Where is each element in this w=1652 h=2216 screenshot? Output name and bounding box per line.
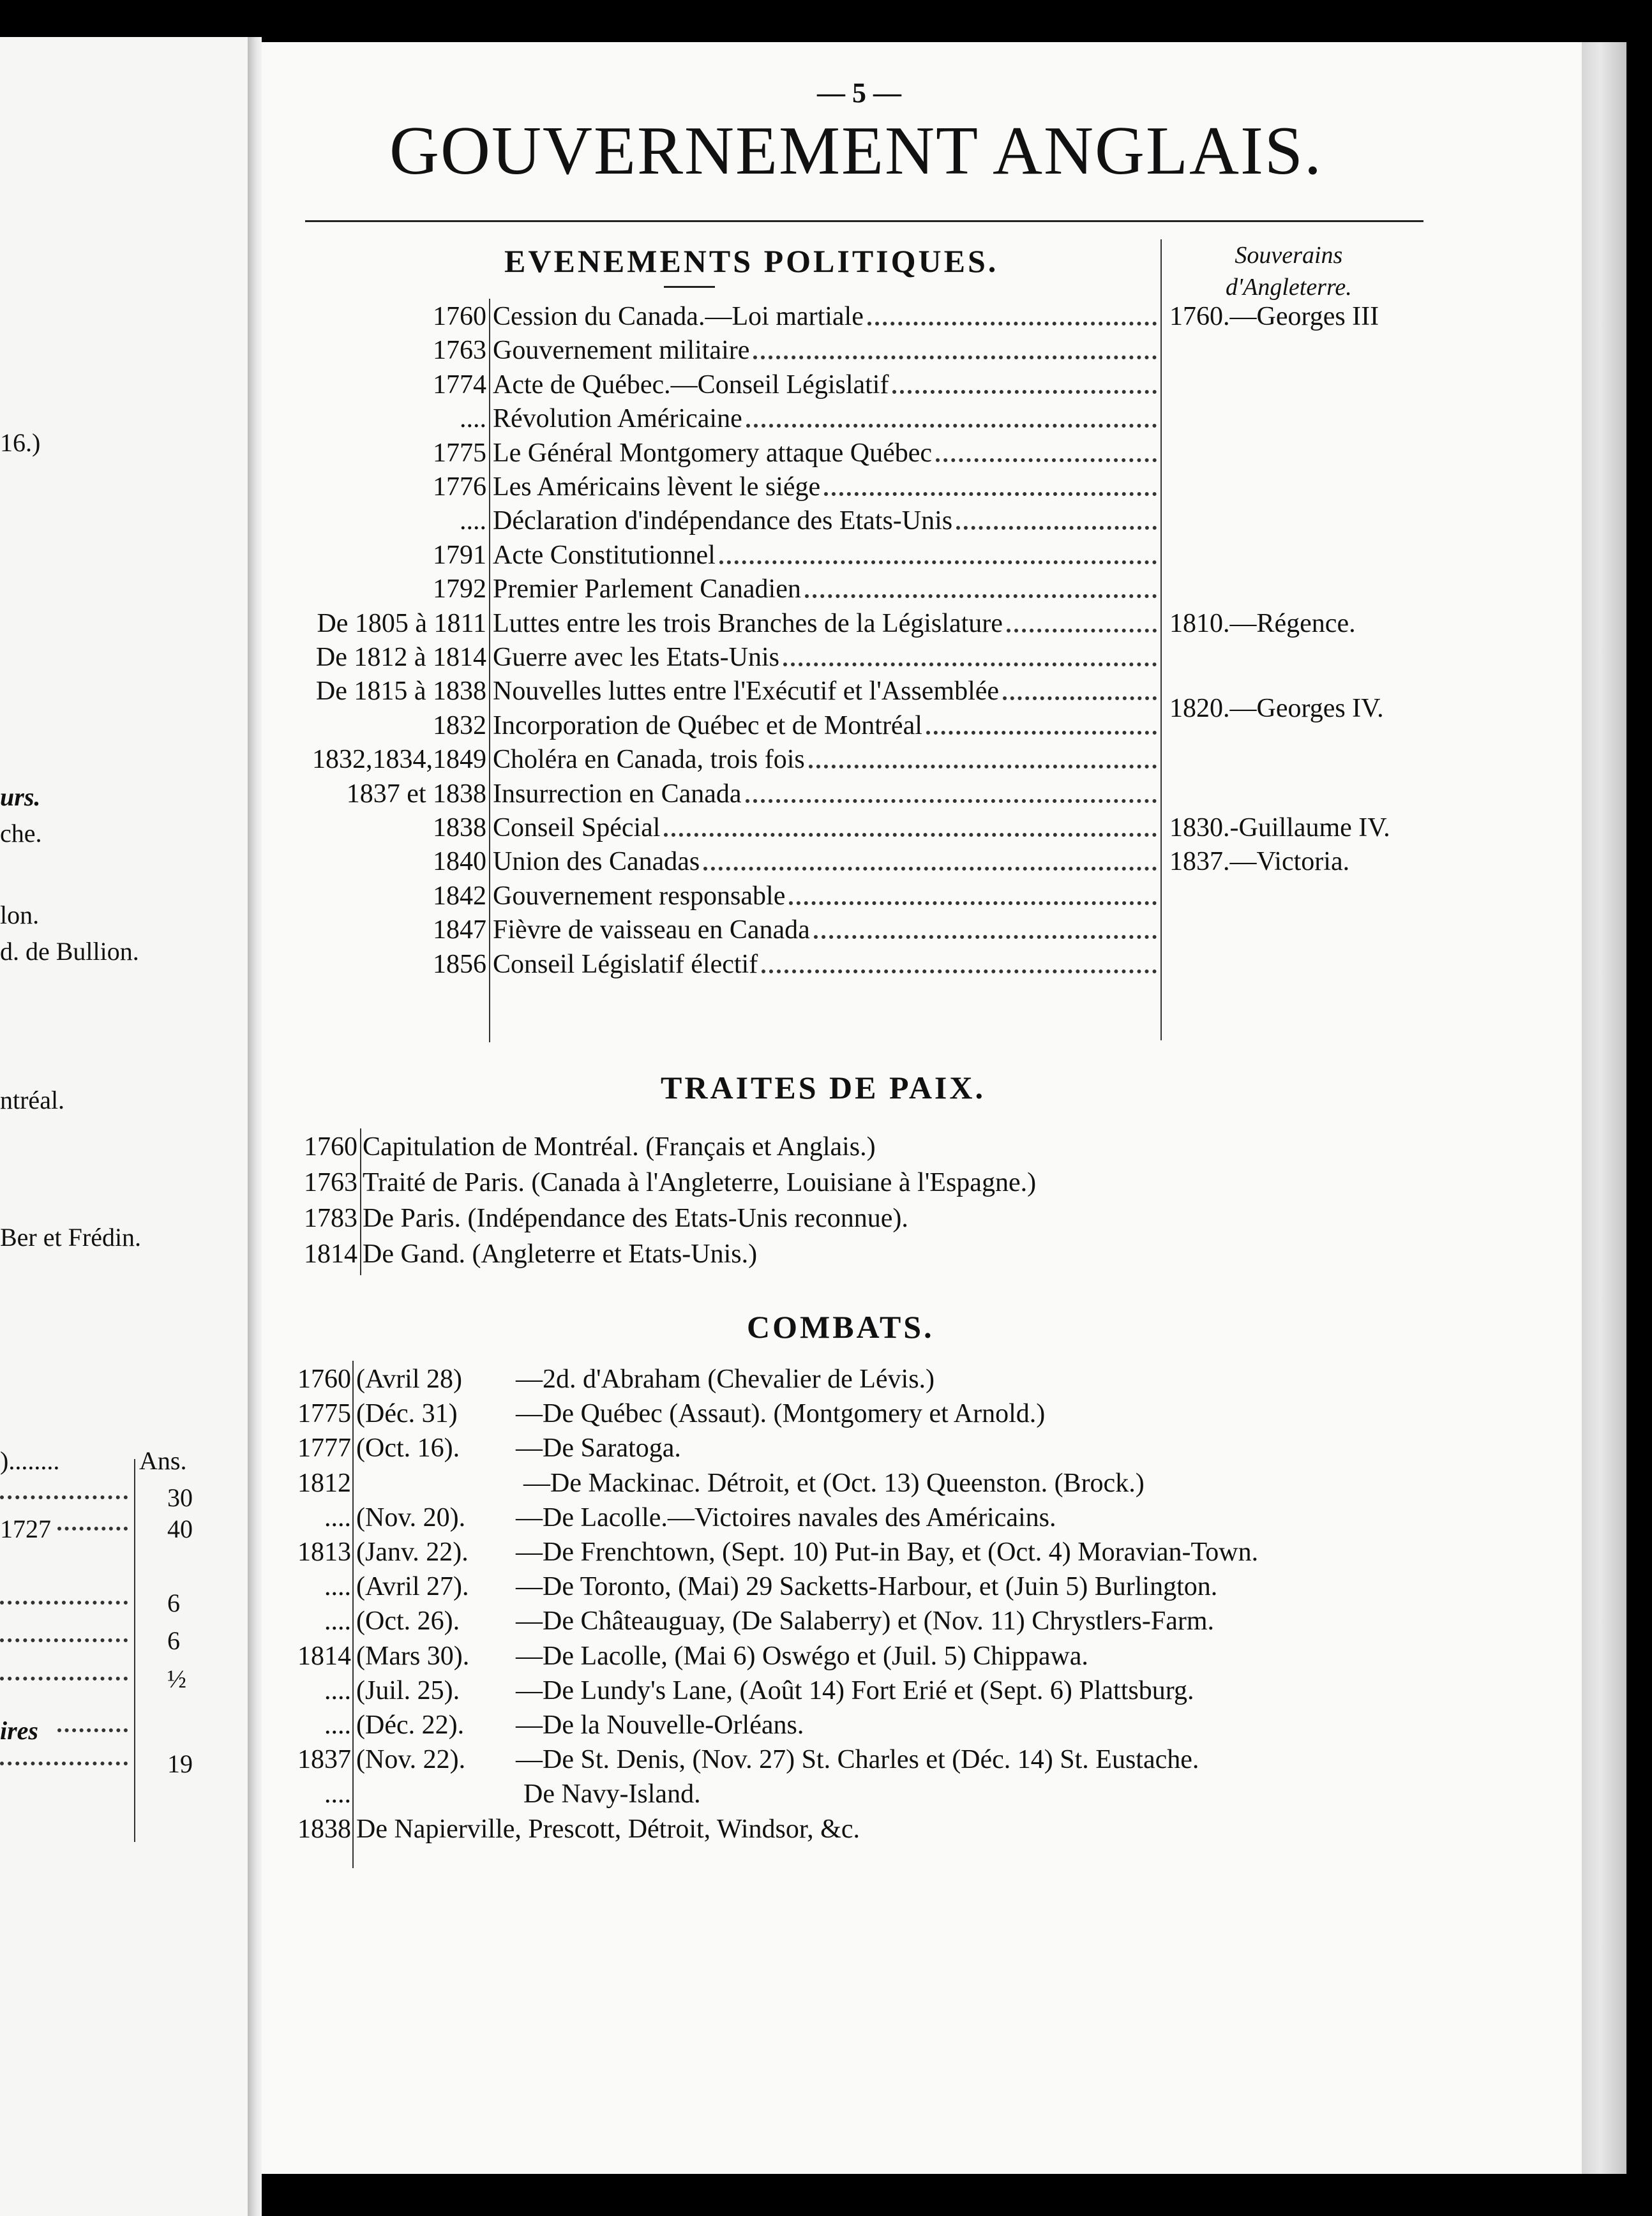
- combat-text: De Napierville, Prescott, Détroit, Windsor, &c.: [356, 1814, 860, 1844]
- left-page-fragment: ntréal.: [0, 1086, 65, 1114]
- event-year: 1774: [433, 370, 486, 400]
- combat-date: (Oct. 26).: [356, 1606, 460, 1636]
- sovereign-entry: 1837.—Victoria.: [1169, 847, 1350, 877]
- leader-dots: [892, 390, 1157, 394]
- leader-dots: [789, 901, 1157, 905]
- left-table-value: 30: [167, 1483, 193, 1512]
- event-year: 1792: [433, 574, 486, 604]
- political-event: [493, 370, 1157, 400]
- leader-dots: [703, 867, 1157, 871]
- combat-text: —De Québec (Assaut). (Montgomery et Arnold.): [516, 1399, 1046, 1429]
- leader-dots: [809, 765, 1157, 768]
- event-text: Nouvelles luttes entre l'Exécutif et l'Assemblée: [493, 677, 1000, 707]
- event-text: Le Général Montgomery attaque Québec: [493, 438, 933, 468]
- combat-date: (Mars 30).: [356, 1641, 470, 1671]
- event-year: 1832,1834,1849: [312, 745, 486, 775]
- combat-year: 1812: [297, 1468, 351, 1498]
- heading-evenements-politiques: EVENEMENTS POLITIQUES.: [504, 243, 999, 279]
- event-year: 1847: [433, 915, 486, 945]
- political-event: [493, 710, 1157, 741]
- combat-year: 1760: [297, 1365, 351, 1394]
- combat-year: 1814: [297, 1641, 351, 1671]
- event-text: Révolution Américaine: [493, 404, 742, 434]
- sovereign-entry: 1820.—Georges IV.: [1169, 694, 1384, 724]
- political-event: [493, 846, 1157, 877]
- page-edge: [1582, 42, 1626, 2174]
- heading-traites-de-paix: TRAITES DE PAIX.: [661, 1070, 986, 1105]
- combat-text: —De Mackinac. Détroit, et (Oct. 13) Queenston. (Brock.): [523, 1468, 1145, 1498]
- sovereign-entry: 1760.—Georges III: [1169, 302, 1379, 331]
- leader-dots: [824, 492, 1157, 496]
- combat-year: ....: [324, 1675, 351, 1705]
- political-event: [493, 472, 1157, 502]
- combat-text: —De St. Denis, (Nov. 27) St. Charles et (Déc. 14) St. Eustache.: [516, 1745, 1199, 1775]
- political-event: [493, 335, 1157, 366]
- sovereigns-heading-line-1: Souverains: [1235, 242, 1343, 269]
- event-text: Guerre avec les Etats-Unis: [493, 643, 779, 672]
- sovereign-entry: 1830.-Guillaume IV.: [1169, 813, 1390, 842]
- left-table-dots: [0, 1495, 128, 1499]
- combat-date: (Nov. 22).: [356, 1745, 466, 1775]
- left-table-value: ½: [167, 1665, 186, 1693]
- sovereigns-column-divider: [1160, 239, 1162, 1040]
- combat-year-divider: [352, 1361, 354, 1868]
- combat-text: —De Lundy's Lane, (Août 14) Fort Erié et (Sept. 6) Plattsburg.: [516, 1675, 1194, 1705]
- leader-dots: [664, 833, 1157, 837]
- leader-dots: [762, 969, 1157, 973]
- combat-date: (Janv. 22).: [356, 1538, 469, 1567]
- political-event: [493, 779, 1157, 809]
- left-table-dots: [0, 1762, 128, 1765]
- treaty-text: Traité de Paris. (Canada à l'Angleterre, Louisiane à l'Espagne.): [363, 1168, 1037, 1197]
- left-page-fragment: d. de Bullion.: [0, 937, 139, 966]
- combat-year: 1777: [297, 1434, 351, 1464]
- treaty-text: De Gand. (Angleterre et Etats-Unis.): [363, 1239, 758, 1269]
- political-event: [493, 642, 1157, 673]
- political-event: [493, 403, 1157, 434]
- combat-text: —De Toronto, (Mai) 29 Sacketts-Harbour, et (Juin 5) Burlington.: [516, 1572, 1218, 1602]
- political-event: [493, 540, 1157, 571]
- leader-dots: [936, 458, 1157, 462]
- event-text: Les Américains lèvent le siége: [493, 472, 821, 502]
- event-text: Conseil Législatif électif: [493, 949, 758, 979]
- left-page: [0, 37, 248, 2216]
- left-page-fragment: che.: [0, 819, 42, 848]
- event-text: Gouvernement responsable: [493, 881, 786, 911]
- combat-date: (Juil. 25).: [356, 1675, 460, 1705]
- leader-dots: [805, 594, 1157, 598]
- heading-underline: [664, 286, 715, 288]
- combat-text: —De Lacolle, (Mai 6) Oswégo et (Juil. 5) Chippawa.: [516, 1641, 1088, 1671]
- left-table-value: 19: [167, 1749, 193, 1778]
- treaty-year: 1763: [304, 1168, 357, 1197]
- leader-dots: [867, 322, 1157, 326]
- political-event: [493, 301, 1157, 332]
- combat-year: ....: [324, 1502, 351, 1532]
- treaty-year: 1814: [304, 1239, 357, 1269]
- combat-date: (Déc. 31): [356, 1399, 458, 1429]
- left-page-fragment: Ber et Frédin.: [0, 1223, 142, 1252]
- left-table-dots: [0, 1677, 128, 1681]
- left-table-value: 40: [167, 1515, 193, 1543]
- combat-year: ....: [324, 1711, 351, 1740]
- page-title: GOUVERNEMENT ANGLAIS.: [389, 113, 1323, 189]
- event-year: De 1815 à 1838: [315, 677, 486, 707]
- left-table-label: 1727: [0, 1515, 51, 1543]
- event-text: Incorporation de Québec et de Montréal: [493, 710, 922, 740]
- combat-year: 1775: [297, 1399, 351, 1429]
- event-year: 1791: [433, 540, 486, 570]
- combat-text: —2d. d'Abraham (Chevalier de Lévis.): [516, 1365, 935, 1394]
- combat-date: (Avril 28): [356, 1365, 463, 1394]
- treaty-year: 1760: [304, 1132, 357, 1162]
- left-page-fragment: 16.): [0, 428, 41, 457]
- left-table-dots: [0, 1601, 128, 1605]
- year-column-divider: [489, 299, 490, 1042]
- treaty-year: 1783: [304, 1204, 357, 1233]
- event-year: 1838: [433, 813, 486, 842]
- political-event: [493, 812, 1157, 843]
- event-year: De 1805 à 1811: [317, 608, 486, 638]
- event-year: 1837 et 1838: [346, 779, 486, 809]
- left-table-label: ires: [0, 1716, 38, 1745]
- event-text: Acte Constitutionnel: [493, 540, 716, 570]
- combat-year: 1838: [297, 1814, 351, 1844]
- event-text: Luttes entre les trois Branches de la Législature: [493, 608, 1003, 638]
- event-year: 1842: [433, 881, 486, 911]
- sovereign-entry: 1810.—Régence.: [1169, 608, 1356, 638]
- combat-date: (Nov. 20).: [356, 1502, 466, 1532]
- event-text: Gouvernement militaire: [493, 336, 750, 366]
- leader-dots: [719, 560, 1157, 564]
- left-table-dots: [0, 1638, 128, 1642]
- event-year: De 1812 à 1814: [315, 643, 486, 672]
- event-year: 1832: [433, 710, 486, 740]
- left-table-dots: [57, 1728, 128, 1732]
- political-event: [493, 676, 1157, 707]
- event-text: Cession du Canada.—Loi martiale: [493, 302, 864, 331]
- combat-text: —De la Nouvelle-Orléans.: [516, 1711, 804, 1740]
- combat-year: 1837: [297, 1745, 351, 1775]
- combat-text: —De Châteauguay, (De Salaberry) et (Nov. 11) Chrystlers-Farm.: [516, 1606, 1214, 1636]
- event-year: ....: [460, 404, 486, 434]
- event-text: Premier Parlement Canadien: [493, 574, 801, 604]
- leader-dots: [1007, 629, 1157, 633]
- leader-dots: [926, 731, 1157, 735]
- event-year: 1763: [433, 336, 486, 366]
- leader-dots: [956, 526, 1157, 530]
- event-text: Déclaration d'indépendance des Etats-Unis: [493, 506, 953, 536]
- political-event: [493, 505, 1157, 536]
- left-page-fragment: lon.: [0, 901, 40, 929]
- combat-year: ....: [324, 1606, 351, 1636]
- left-table-header: )........: [0, 1446, 60, 1475]
- event-text: Conseil Spécial: [493, 813, 661, 842]
- event-year: 1776: [433, 472, 486, 502]
- political-event: [493, 744, 1157, 775]
- combat-date: (Déc. 22).: [356, 1711, 465, 1740]
- left-table-col-label: Ans.: [139, 1446, 187, 1475]
- left-table-divider: [134, 1459, 135, 1842]
- event-text: Choléra en Canada, trois fois: [493, 745, 805, 775]
- political-event: [493, 881, 1157, 911]
- title-rule: [305, 220, 1423, 222]
- event-year: 1856: [433, 949, 486, 979]
- event-year: 1840: [433, 847, 486, 877]
- heading-combats: COMBATS.: [747, 1309, 935, 1345]
- combat-text: —De Frenchtown, (Sept. 10) Put-in Bay, et (Oct. 4) Moravian-Town.: [516, 1538, 1259, 1567]
- event-year: 1760: [433, 302, 486, 331]
- treaty-year-divider: [360, 1128, 361, 1275]
- leader-dots: [746, 799, 1157, 803]
- left-table-dots: [57, 1527, 128, 1531]
- book-gutter: [248, 37, 262, 2216]
- sovereigns-heading: [1226, 239, 1352, 303]
- left-page-fragment: urs.: [0, 782, 41, 811]
- treaty-text: De Paris. (Indépendance des Etats-Unis reconnue).: [363, 1204, 908, 1233]
- political-event: [493, 915, 1157, 945]
- event-text: Acte de Québec.—Conseil Législatif: [493, 370, 889, 400]
- leader-dots: [753, 356, 1157, 359]
- political-event: [493, 574, 1157, 604]
- political-event: [493, 949, 1157, 980]
- event-year: 1775: [433, 438, 486, 468]
- event-year: ....: [460, 506, 486, 536]
- left-table-value: 6: [167, 1626, 180, 1655]
- leader-dots: [783, 663, 1157, 666]
- leader-dots: [814, 935, 1157, 939]
- left-table-value: 6: [167, 1589, 180, 1617]
- combat-text: De Navy-Island.: [523, 1779, 701, 1809]
- treaty-text: Capitulation de Montréal. (Français et Anglais.): [363, 1132, 876, 1162]
- event-text: Fièvre de vaisseau en Canada: [493, 915, 810, 945]
- leader-dots: [746, 424, 1157, 428]
- sovereigns-heading-line-2: d'Angleterre.: [1226, 274, 1352, 301]
- event-text: Union des Canadas: [493, 847, 700, 877]
- combat-text: —De Saratoga.: [516, 1434, 681, 1464]
- political-event: [493, 438, 1157, 468]
- event-text: Insurrection en Canada: [493, 779, 742, 809]
- combat-year: ....: [324, 1779, 351, 1809]
- combat-year: ....: [324, 1572, 351, 1602]
- combat-date: (Avril 27).: [356, 1572, 469, 1602]
- combat-date: (Oct. 16).: [356, 1434, 460, 1464]
- political-event: [493, 608, 1157, 639]
- page-number: — 5 —: [817, 77, 901, 109]
- combat-text: —De Lacolle.—Victoires navales des Américains.: [516, 1502, 1056, 1532]
- leader-dots: [1003, 696, 1157, 700]
- combat-year: 1813: [297, 1538, 351, 1567]
